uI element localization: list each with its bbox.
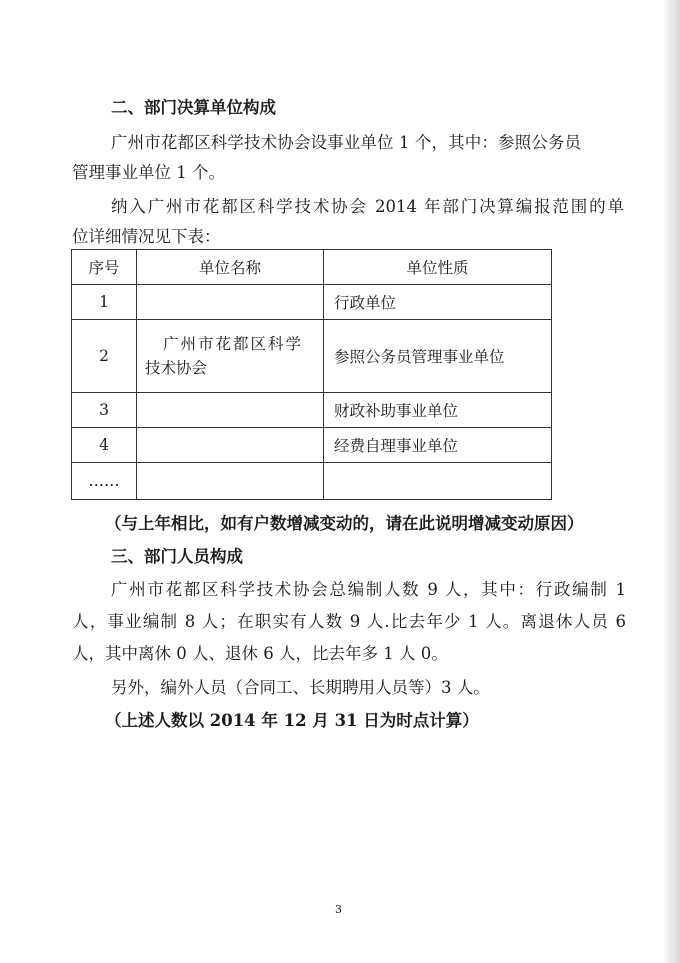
row-name [137, 320, 324, 393]
table-row [72, 393, 552, 428]
row-name [137, 393, 324, 428]
row-name-line1: 广州市花都区科学 [163, 335, 304, 353]
row-type: 经费自理事业单位 [324, 428, 552, 463]
header-type: 单位性质 [324, 250, 552, 285]
table-row [72, 285, 552, 320]
section3-para1-line3: 人，其中离休 0 人、退休 6 人，比去年多 1 人 0。 [72, 644, 448, 663]
row-type [324, 463, 552, 500]
section2-para1-line2: 管理事业单位 1 个。 [72, 163, 225, 182]
table-row [72, 320, 552, 393]
unit-table [71, 249, 552, 500]
section3-para2: 另外，编外人员（合同工、长期聘用人员等）3 人。 [111, 678, 490, 697]
row-type: 财政补助事业单位 [324, 393, 552, 428]
section3-heading: 三、部门人员构成 [111, 547, 243, 566]
row-num: …… [72, 463, 137, 500]
row-num: 1 [72, 285, 137, 320]
scan-edge-shadow [662, 0, 680, 963]
row-num: 3 [72, 393, 137, 428]
table-note: （与上年相比，如有户数增减变动的，请在此说明增减变动原因） [105, 514, 584, 533]
section2-heading: 二、部门决算单位构成 [111, 98, 276, 117]
row-name [137, 285, 324, 320]
row-type: 参照公务员管理事业单位 [324, 320, 552, 393]
row-num: 4 [72, 428, 137, 463]
table-row [72, 463, 552, 500]
row-name [137, 428, 324, 463]
page-number: 3 [335, 903, 342, 916]
section2-para1-line1: 广州市花都区科学技术协会设事业单位 1 个，其中：参照公务员 [111, 133, 581, 152]
section3-para1-line1: 广州市花都区科学技术协会总编制人数 9 人，其中：行政编制 1 [111, 580, 626, 599]
header-num: 序号 [72, 250, 137, 285]
table-row [72, 428, 552, 463]
row-type: 行政单位 [324, 285, 552, 320]
section2-para2-line1: 纳入广州市花都区科学技术协会 2014 年部门决算编报范围的单 [111, 197, 624, 216]
row-name-line2: 技术协会 [145, 359, 208, 377]
row-name [137, 463, 324, 500]
row-num: 2 [72, 320, 137, 393]
header-name: 单位名称 [137, 250, 324, 285]
unit-table-header [72, 250, 552, 285]
section3-note: （上述人数以 2014 年 12 月 31 日为时点计算） [105, 711, 479, 730]
section3-para1-line2: 人，事业编制 8 人；在职实有人数 9 人.比去年少 1 人。离退休人员 6 [72, 612, 626, 631]
section2-para2-line2: 位详细情况见下表： [72, 227, 221, 246]
